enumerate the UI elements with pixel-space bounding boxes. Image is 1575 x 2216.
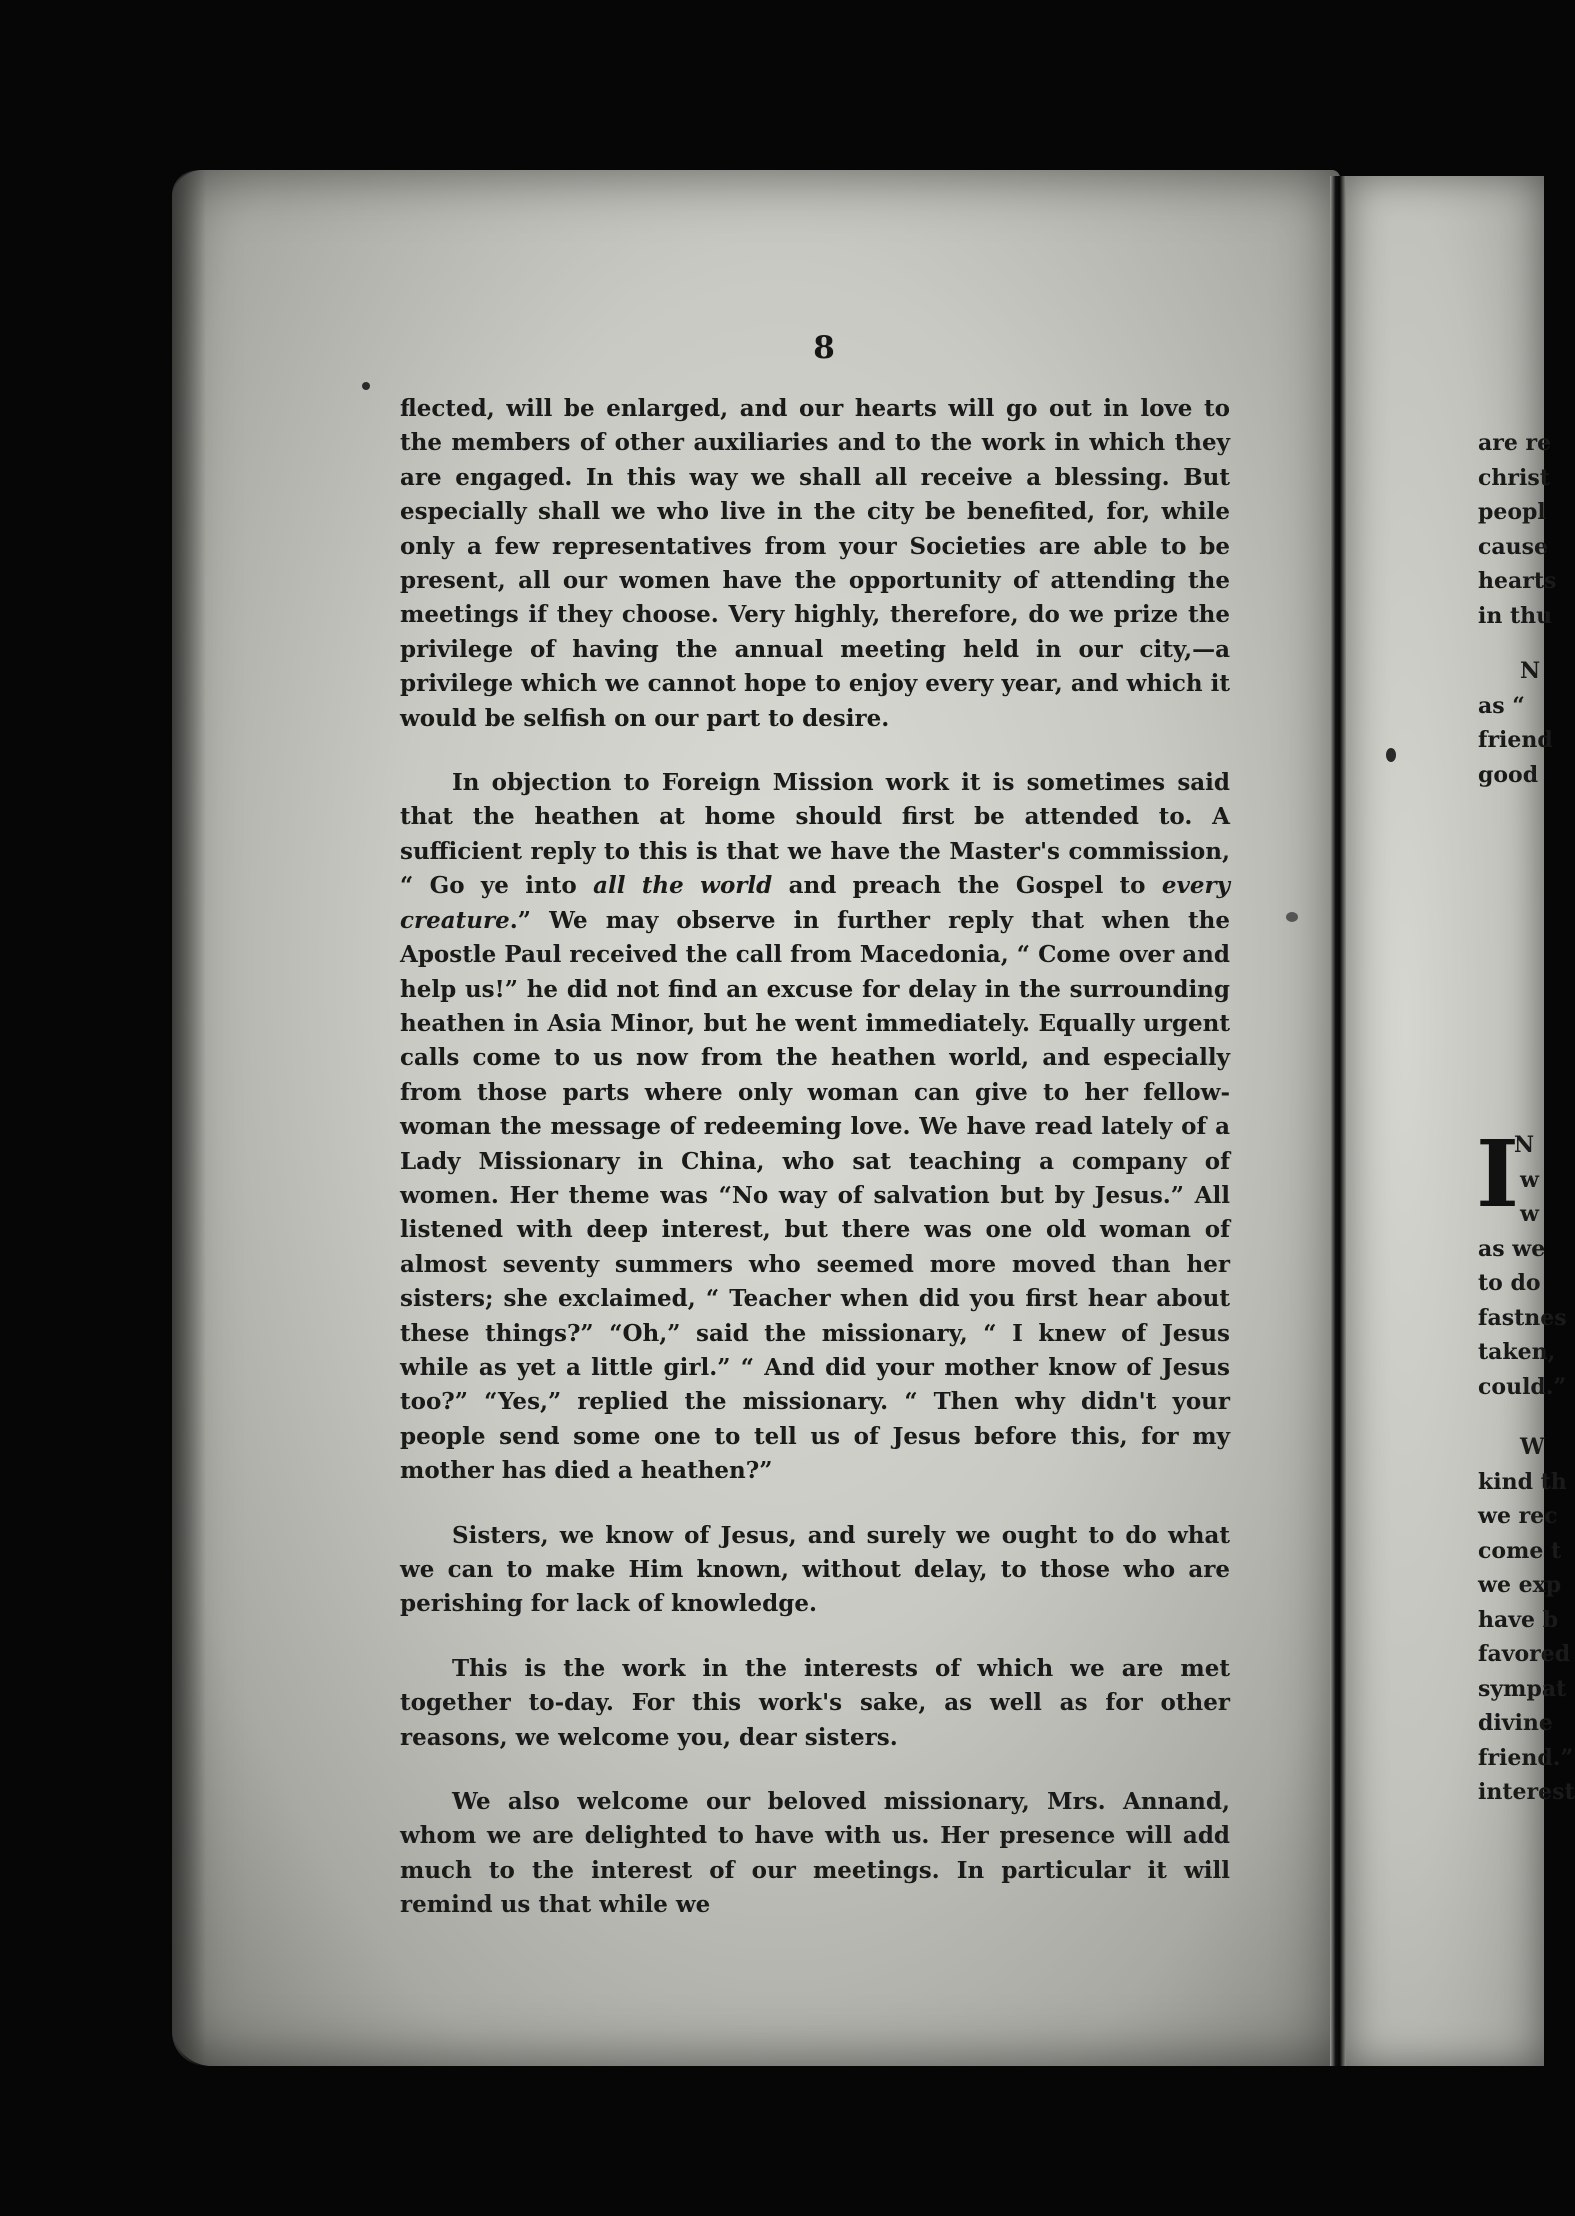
scan-speck [1386, 748, 1396, 762]
page-number: 8 [813, 330, 835, 366]
paragraph-4: This is the work in the interests of which we are met together to-day. For this work's sake, as well as for other reasons, we welcome you, dear sisters. [400, 1654, 1230, 1751]
paragraph-2: In objection to Foreign Mission work it is sometimes said that the heathen at home should first be attended to. A sufficient reply to this is that we have the Master's commission, “ Go ye into all the world and preach the Gospel to every creature.” We may observe in further reply that when the Apostle Paul received the call from Macedonia, “ Come over and help us!” he did not find an excuse for delay in the surrounding heathen in Asia Minor, but he went immediately. Equally urgent calls come to us now from the heathen world, and especially from those parts where only woman can give to her fellow-woman the message of redeeming love. We have read lately of a Lady Missionary in China, who sat teaching a company of women. Her theme was “No way of salvation but by Jesus.” All listened with deep interest, but there was one old woman of almost seventy summers who seemed more moved than her sisters; she exclaimed, “ Teacher when did you first hear about these things?” “Oh,” said the missionary, “ I knew of Jesus while as yet a little girl.” “ And did your mother know of Jesus too?” “Yes,” replied the missionary. “ Then why didn't your people send some one to tell us of Jesus before this, for my mother has died a heathen?” [400, 769, 1231, 1485]
right-page-text-block-4: W kind th we rec come t we exp have b favored sympat divine friend.” interest [1478, 1434, 1575, 1805]
right-page-text-block-3: N w w as we to do fastnes taken, could.” [1478, 1132, 1567, 1400]
scan-speck [1286, 912, 1298, 922]
page-body [400, 392, 1230, 1953]
dropcap-initial: I [1476, 1120, 1520, 1228]
paragraph-1: flected, will be enlarged, and our hearts will go out in love to the members of other auxiliaries and to the work in which they are engaged. In this way we shall all receive a blessing. But especially shall we who live in the city be benefited, for, while only a few representatives from your Societies are able to be present, all our women have the opportunity of attending the meetings if they choose. Very highly, therefore, do we prize the privilege of having the annual meeting held in our city,—a privilege which we cannot hope to enjoy every year, and which it would be selfish on our part to desire. [400, 395, 1230, 732]
emphasis-every-creature: every creature [400, 872, 1231, 934]
scan-speck [362, 382, 370, 390]
emphasis-all-the-world: all the world [593, 872, 773, 900]
paragraph-3: Sisters, we know of Jesus, and surely we ought to do what we can to make Him known, without delay, to those who are perishing for lack of knowledge. [400, 1521, 1230, 1618]
paragraph-5: We also welcome our beloved missionary, Mrs. Annand, whom we are delighted to have with us. Her presence will add much to the interest of our meetings. In particular it will remind us that while we [400, 1788, 1230, 1919]
right-page-text-block-2: N as “ friend good [1478, 658, 1553, 788]
book-spine [1330, 176, 1346, 2066]
right-page-text-block-1: are re christ peopl cause hearts in thu [1478, 430, 1557, 629]
